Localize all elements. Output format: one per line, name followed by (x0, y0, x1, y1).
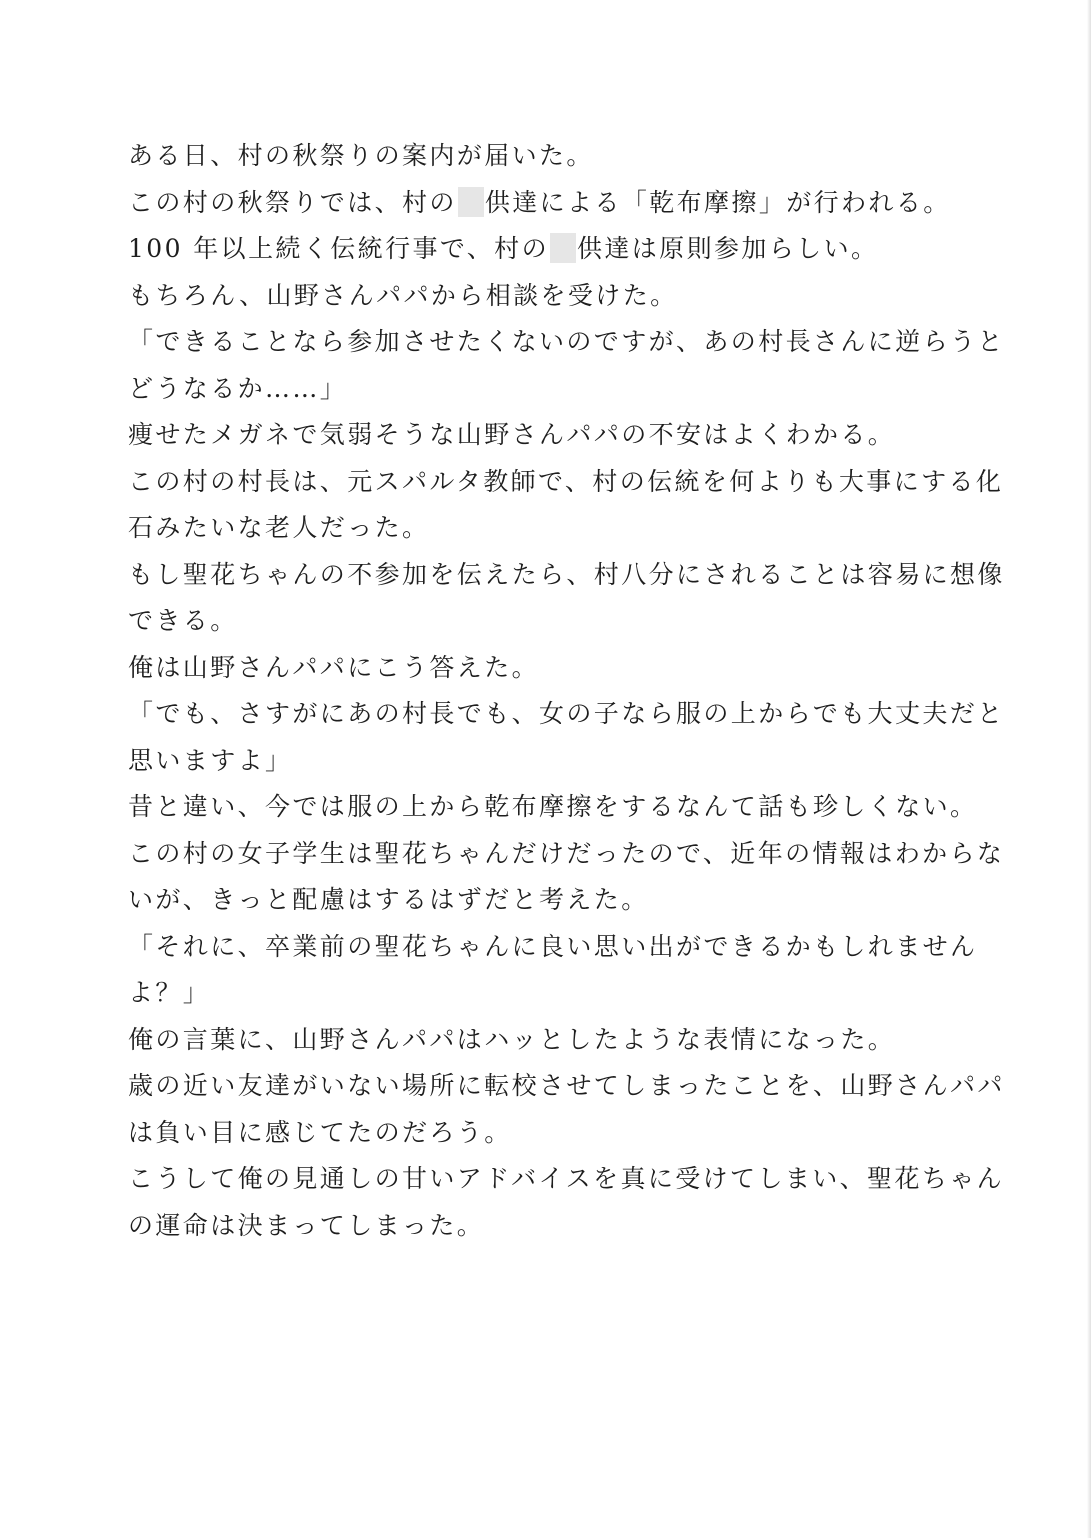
text-segment: は負い目に感じてたのだろう。 (128, 1117, 512, 1147)
text-segment: 俺の言葉に、山野さんパパはハッとしたような表情になった。 (128, 1024, 896, 1054)
text-line (128, 180, 968, 227)
text-line (128, 273, 968, 320)
text-line (128, 1017, 968, 1064)
text-segment: できる。 (128, 606, 238, 635)
text-segment: 「できることなら参加させたくないのですが、あの村長さんに逆らうと (128, 327, 1005, 356)
text-line (128, 1203, 968, 1250)
text-line (128, 738, 968, 785)
text-line (128, 877, 968, 924)
redaction-block (550, 233, 576, 263)
text-line (128, 319, 1005, 366)
text-segment: こうして俺の見通しの甘いアドバイスを真に受けてしまい、聖花ちゃん (128, 1164, 1005, 1193)
text-line (128, 645, 968, 692)
redaction-block (458, 187, 484, 217)
text-line (128, 598, 968, 645)
text-segment: どうなるか……」 (128, 373, 348, 403)
text-segment: 俺は山野さんパパにこう答えた。 (128, 652, 540, 682)
text-segment: ある日、村の秋祭りの案内が届いた。 (128, 141, 594, 170)
text-segment: 昔と違い、今では服の上から乾布摩擦をするなんて話も珍しくない。 (128, 792, 978, 821)
text-segment: よ？」 (128, 978, 211, 1007)
text-segment: 思いますよ」 (128, 745, 293, 775)
text-segment: 石みたいな老人だった。 (128, 513, 430, 542)
text-line (128, 412, 968, 459)
text-segment: の運命は決まってしまった。 (128, 1210, 485, 1240)
text-line (128, 1156, 1005, 1203)
text-segment: いが、きっと配慮はするはずだと考えた。 (128, 885, 649, 914)
page-edge-shadow (1087, 0, 1091, 1538)
text-segment: この村の秋祭りでは、村の (128, 187, 457, 217)
text-segment: 歳の近い友達がいない場所に転校させてしまったことを、山野さんパパ (128, 1071, 1005, 1100)
text-line (128, 505, 968, 552)
text-line (128, 924, 978, 971)
text-line (128, 970, 968, 1017)
text-line (128, 831, 1005, 878)
text-line (128, 366, 968, 413)
text-segment: この村の村長は、元スパルタ教師で、村の伝統を何よりも大事にする化 (128, 466, 1004, 496)
text-segment: 供達による「乾布摩擦」が行われる。 (484, 187, 951, 217)
text-segment: 「でも、さすがにあの村長でも、女の子なら服の上からでも大丈夫だと (128, 699, 1005, 728)
text-segment: 痩せたメガネで気弱そうな山野さんパパの不安はよくわかる。 (128, 420, 896, 449)
text-line (128, 459, 1004, 506)
text-segment: もし聖花ちゃんの不参加を伝えたら、村八分にされることは容易に想像 (128, 559, 1005, 589)
text-line (128, 552, 1005, 599)
text-segment: 供達は原則参加らしい。 (576, 234, 879, 263)
text-line (128, 133, 968, 180)
text-segment: この村の女子学生は聖花ちゃんだけだったので、近年の情報はわからな (128, 838, 1005, 868)
text-line (128, 1110, 968, 1157)
text-line (128, 1063, 1005, 1110)
text-line (128, 226, 968, 273)
text-segment: もちろん、山野さんパパから相談を受けた。 (128, 280, 678, 310)
text-line (128, 784, 978, 831)
text-segment: 100 年以上続く伝統行事で、村の (128, 234, 549, 263)
story-text-body (128, 133, 1005, 1249)
text-line (128, 691, 1005, 738)
text-segment: 「それに、卒業前の聖花ちゃんに良い思い出ができるかもしれません (128, 931, 978, 961)
